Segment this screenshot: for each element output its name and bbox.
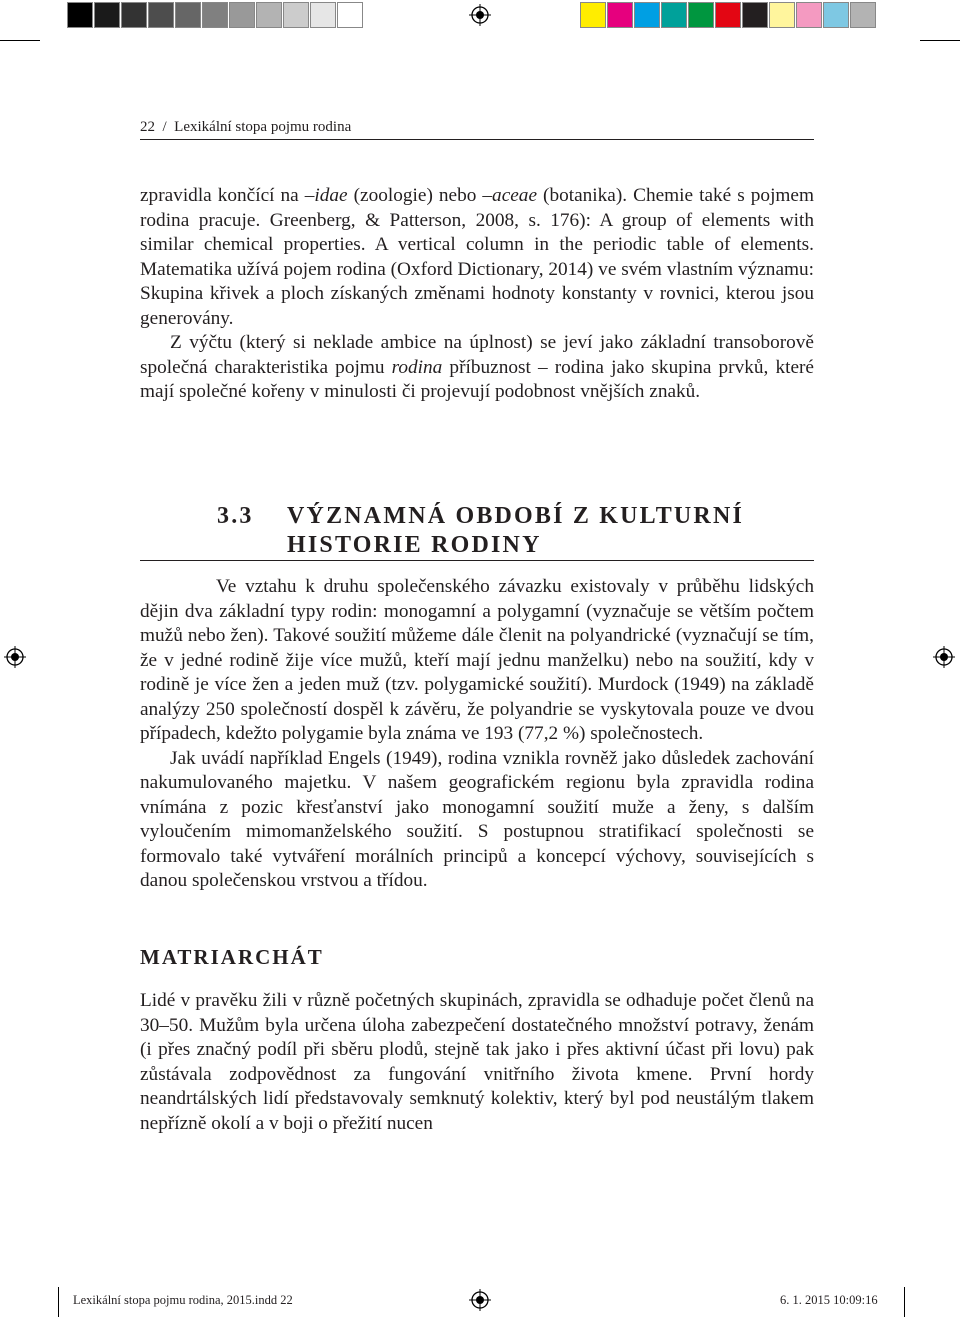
running-title: Lexikální stopa pojmu rodina: [174, 119, 352, 135]
body-text-top: [140, 184, 814, 405]
paragraph: Jak uvádí například Engels (1949), rodina vznikla rovněž jako důsledek zachování nakumulovaného majetku. V našem geografickém regionu byla zpravidla rodina vnímána z pozic křesťanství jako monogamní soužití muže a ženy, s dalším vyloučením mimomanželského soužití. S postupnou stratifikací společnosti se formovalo také vytváření morálních principů a koncepcí výchovy, souvisejících s danou společenskou vrstvou a třídou.: [140, 747, 814, 891]
paragraph: Z výčtu (který si neklade ambice na úplnost) se jeví jako základní transoborově společná charakteristika pojmu rodina příbuznost – rodina jako skupina prvků, které mají společné kořeny v minulosti či projevují podobnost vnějších znaků.: [140, 332, 814, 402]
file-info: Lexikální stopa pojmu rodina, 2015.indd 22: [73, 1293, 293, 1307]
color-swatch: [796, 2, 822, 28]
crop-mark: [58, 1287, 59, 1317]
registration-mark-icon: [4, 646, 26, 668]
subsection-heading: MATRIARCHÁT: [140, 945, 324, 969]
crop-mark: [920, 40, 960, 41]
color-swatch: [175, 2, 201, 28]
color-swatch: [769, 2, 795, 28]
color-swatch: [742, 2, 768, 28]
header-rule: [140, 139, 814, 140]
paragraph: Lidé v pravěku žili v různě početných skupinách, zpravidla se odhaduje počet členů na 30–50. Mužům byla určena úloha zabezpečení dostatečného množství potravy, ženám (i přes značný podíl při sběru plodů, stejně tak jako i přes aktivní účast při lovu) pak zůstávala zodpovědnost za fungování vnitřního života kmene. První hordy neandrtálských lidí představovaly semknutý kolektiv, který byl pod neustálým tlakem nepřízně okolí a v boji o přežití nucen: [140, 990, 814, 1134]
color-swatch: [310, 2, 336, 28]
color-swatch: [688, 2, 714, 28]
paragraph: zpravidla končící na –idae (zoologie) nebo –aceae (botanika). Chemie také s pojmem rodina pracuje. Greenberg, & Patterson, 2008, s. 176): A group of elements with similar chemical properties. A vertical column in the periodic table of elements. Matematika užívá pojem rodina (Oxford Dictionary, 2014) ve svém vlastním významu: Skupina křivek a ploch získaných změnami hodnoty konstanty v rovnici, kterou jsou generovány.: [140, 185, 814, 329]
crop-mark: [0, 40, 40, 41]
registration-mark-icon: [933, 646, 955, 668]
process-color-bar: [580, 2, 877, 30]
registration-mark-icon: [469, 1289, 491, 1311]
timestamp: 6. 1. 2015 10:09:16: [780, 1293, 878, 1307]
color-swatch: [283, 2, 309, 28]
color-swatch: [67, 2, 93, 28]
header-separator: /: [162, 119, 167, 135]
section-number: 3.3: [217, 503, 254, 529]
section-title-line-1: VÝZNAMNÁ OBDOBÍ Z KULTURNÍ: [287, 503, 745, 529]
paragraph: Ve vztahu k druhu společenského závazku existovaly v průběhu lidských dějin dva základní typy rodin: monogamní a polygamní (vyznačuje se větším počtem mužů nebo žen). Takové soužití můžeme dále členit na polyandrické (vyznačují se tím, že v jedné rodině žije více mužů, kteří mají jednu manželku) nebo na soužití, kdy v rodině je více žen a jeden muž (tzv. polygamické soužití). Murdock (1949) na základě analýzy 250 společností dospěl k závěru, že polyandrie se vyskytovala pouze ve dvou případech, kdežto polygamie byla známa ve 193 (77,2 %) společnostech.: [140, 576, 814, 744]
color-swatch: [121, 2, 147, 28]
color-swatch: [850, 2, 876, 28]
color-swatch: [202, 2, 228, 28]
color-swatch: [823, 2, 849, 28]
color-swatch: [337, 2, 363, 28]
section-title-line-2: HISTORIE RODINY: [287, 532, 542, 558]
section-text: [140, 575, 814, 894]
color-swatch: [607, 2, 633, 28]
running-header: [140, 119, 814, 136]
color-swatch: [148, 2, 174, 28]
color-swatch: [229, 2, 255, 28]
color-swatch: [715, 2, 741, 28]
section-heading-rule: [140, 560, 814, 561]
color-swatch: [580, 2, 606, 28]
color-swatch: [634, 2, 660, 28]
registration-mark-icon: [469, 4, 491, 26]
color-swatch: [661, 2, 687, 28]
color-swatch: [94, 2, 120, 28]
grayscale-color-bar: [67, 2, 364, 30]
subsection-text: [140, 989, 814, 1136]
color-swatch: [256, 2, 282, 28]
page-number: 22: [140, 119, 155, 135]
crop-mark: [904, 1287, 905, 1317]
